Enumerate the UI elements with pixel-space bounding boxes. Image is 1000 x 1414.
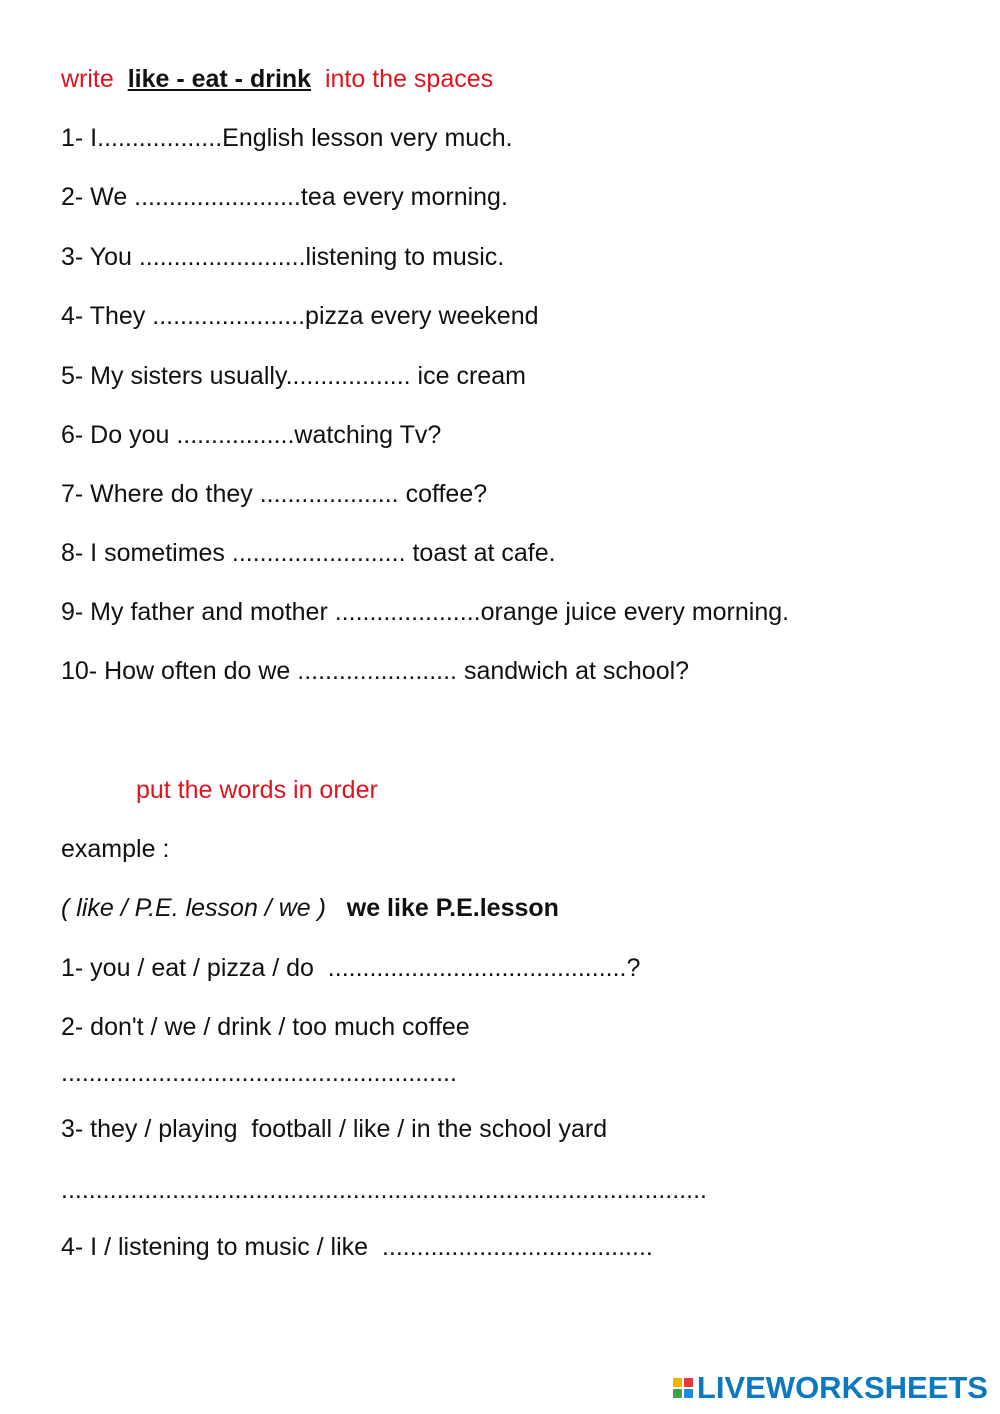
example-row — [61, 893, 559, 923]
instruction-word-list: like - eat - drink — [127, 65, 312, 93]
order-item-3-answer-blank: ............................................................................................. — [61, 1176, 707, 1204]
order-item-1: 1- you / eat / pizza / do ...........................................? — [61, 954, 641, 982]
example-answer: we like P.E.lesson — [346, 894, 559, 922]
liveworksheets-logo-icon — [673, 1378, 693, 1398]
exercise-item-10: 10- How often do we ....................... sandwich at school? — [61, 657, 690, 685]
section2-instruction: put the words in order — [136, 776, 378, 804]
example-prompt: ( like / P.E. lesson / we ) — [61, 894, 326, 922]
exercise-item-5: 5- My sisters usually.................. ice cream — [61, 362, 526, 390]
section1-instruction — [61, 64, 493, 94]
exercise-item-7: 7- Where do they .................... coffee? — [61, 480, 488, 508]
order-item-4: 4- I / listening to music / like ....................................... — [61, 1233, 653, 1261]
liveworksheets-brand-text: LIVEWORKSHEETS — [696, 1370, 988, 1405]
exercise-item-1: 1- I..................English lesson very much. — [61, 124, 513, 152]
instruction-prefix: write — [61, 65, 128, 93]
exercise-item-8: 8- I sometimes ......................... toast at cafe. — [61, 539, 556, 567]
exercise-item-2: 2- We ........................tea every morning. — [61, 183, 508, 211]
exercise-item-3: 3- You ........................listening to music. — [61, 243, 505, 271]
instruction-suffix: into the spaces — [311, 65, 494, 93]
example-label: example : — [61, 835, 170, 863]
order-item-2-answer-blank: ......................................................... — [61, 1059, 457, 1087]
order-item-2: 2- don't / we / drink / too much coffee — [61, 1013, 470, 1041]
liveworksheets-logo — [673, 1370, 988, 1406]
exercise-item-4: 4- They ......................pizza every weekend — [61, 302, 539, 330]
order-item-3: 3- they / playing football / like / in the school yard — [61, 1115, 608, 1143]
exercise-item-9: 9- My father and mother .....................orange juice every morning. — [61, 598, 790, 626]
exercise-item-6: 6- Do you .................watching Tv? — [61, 421, 442, 449]
